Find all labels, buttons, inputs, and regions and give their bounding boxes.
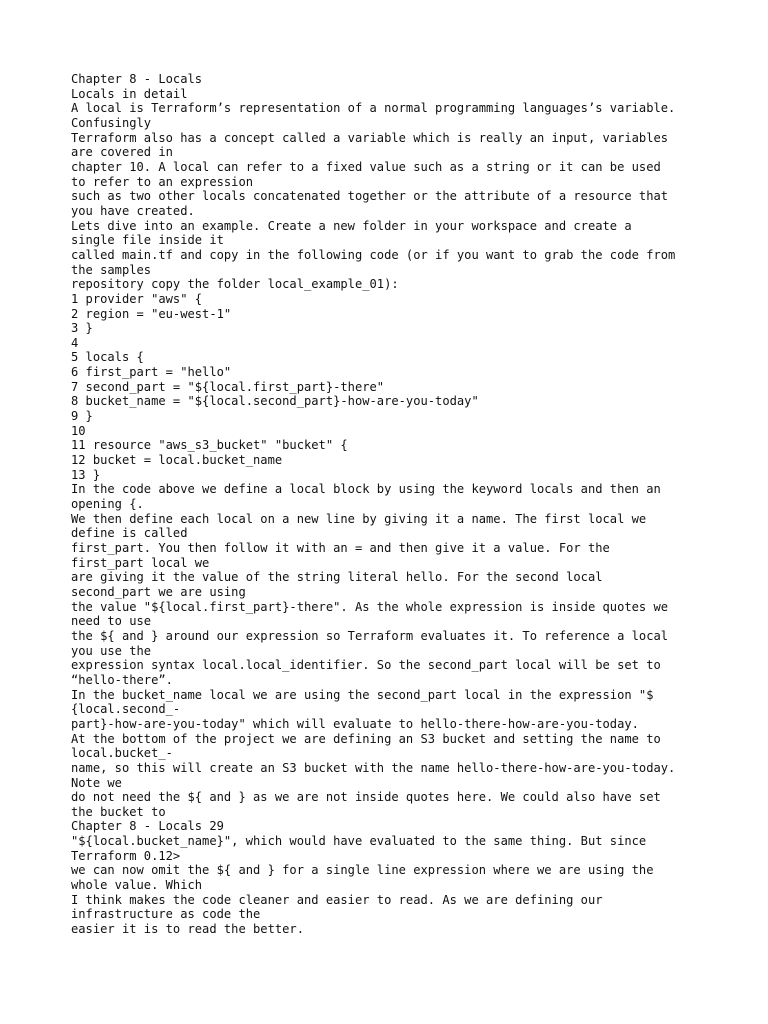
section-heading: Locals in detail: [71, 86, 188, 101]
text-line: such as two other locals concatenated together or the attribute of a resource that: [71, 189, 669, 204]
text-line: first_part. You then follow it with an = and then give it a value. For the: [71, 541, 610, 555]
text-line: are giving it the value of the string literal hello. For the second local: [71, 570, 603, 585]
code-line: 9 }: [71, 409, 93, 424]
code-line: 1 provider "aws" {: [71, 291, 203, 306]
text-line: opening {.: [71, 497, 144, 512]
text-line: Lets dive into an example. Create a new folder in your workspace and create a: [71, 218, 632, 233]
running-header: Chapter 8 - Locals 29: [71, 819, 224, 834]
text-line: need to use: [71, 614, 152, 629]
code-line: 3 }: [71, 321, 93, 336]
text-line: infrastructure as code the: [71, 907, 261, 922]
text-line: {local.second_-: [71, 702, 181, 717]
code-line: 13 }: [71, 467, 101, 482]
text-line: the samples: [71, 262, 152, 277]
code-line: 8 bucket_name = "${local.second_part}-how-are-you-today": [71, 394, 479, 409]
text-line: first_part local we: [71, 555, 210, 570]
text-line: Note we: [71, 775, 122, 790]
text-line: do not need the ${ and } as we are not inside quotes here. We could also have set: [71, 790, 661, 805]
text-line: whole value. Which: [71, 878, 203, 893]
text-line: Terraform 0.12>: [71, 848, 181, 863]
text-line: called main.tf and copy in the following code (or if you want to grab the code from: [71, 247, 676, 262]
text-line: At the bottom of the project we are defining an S3 bucket and setting the name to: [71, 731, 661, 746]
code-line: 11 resource "aws_s3_bucket" "bucket" {: [71, 438, 348, 453]
code-line: 4: [71, 335, 79, 350]
text-line: second_part we are using: [71, 584, 246, 599]
text-line: the value "${local.first_part}-there". As the whole expression is inside quotes we: [71, 599, 669, 614]
text-line: In the code above we define a local block by using the keyword locals and then an: [71, 482, 661, 497]
text-line: A local is Terraform’s representation of a normal programming languages’s variable.: [71, 101, 676, 116]
text-line: repository copy the folder local_example_01):: [71, 277, 399, 292]
code-line: 6 first_part = "hello": [71, 365, 232, 380]
text-line: the ${ and } around our expression so Terraform evaluates it. To reference a local: [71, 628, 669, 643]
text-line: easier it is to read the better.: [71, 922, 304, 937]
text-line: expression syntax local.local_identifier. So the second_part local will be set to: [71, 658, 661, 673]
text-line: define is called: [71, 526, 188, 541]
text-line: to refer to an expression: [71, 174, 254, 189]
text-line: single file inside it: [71, 233, 224, 248]
text-line: part}-how-are-you-today" which will evaluate to hello-there-how-are-you-today.: [71, 716, 639, 731]
code-line: 7 second_part = "${local.first_part}-there": [71, 379, 385, 394]
text-line: We then define each local on a new line by giving it a name. The first local we: [71, 511, 647, 526]
document-body: [71, 72, 761, 937]
code-line: 12 bucket = local.bucket_name: [71, 453, 283, 468]
code-line: 5 locals {: [71, 350, 144, 365]
code-line: 10: [71, 423, 86, 438]
text-line: In the bucket_name local we are using the second_part local in the expression "$: [71, 687, 654, 702]
text-line: you use the: [71, 643, 152, 658]
text-line: “hello-there”.: [71, 672, 173, 687]
text-line: local.bucket_-: [71, 746, 173, 761]
code-line: 2 region = "eu-west-1": [71, 306, 232, 321]
chapter-header: Chapter 8 - Locals: [71, 72, 203, 86]
text-line: chapter 10. A local can refer to a fixed value such as a string or it can be used: [71, 159, 661, 174]
text-line: are covered in: [71, 145, 173, 160]
text-line: you have created.: [71, 203, 195, 218]
text-line: name, so this will create an S3 bucket with the name hello-there-how-are-you-today.: [71, 760, 676, 775]
text-line: Terraform also has a concept called a variable which is really an input, variables: [71, 130, 669, 145]
text-line: the bucket to: [71, 804, 166, 819]
text-line: "${local.bucket_name}", which would have evaluated to the same thing. But since: [71, 834, 647, 849]
text-line: Confusingly: [71, 115, 152, 130]
text-line: we can now omit the ${ and } for a single line expression where we are using the: [71, 863, 654, 878]
text-line: I think makes the code cleaner and easier to read. As we are defining our: [71, 892, 603, 907]
